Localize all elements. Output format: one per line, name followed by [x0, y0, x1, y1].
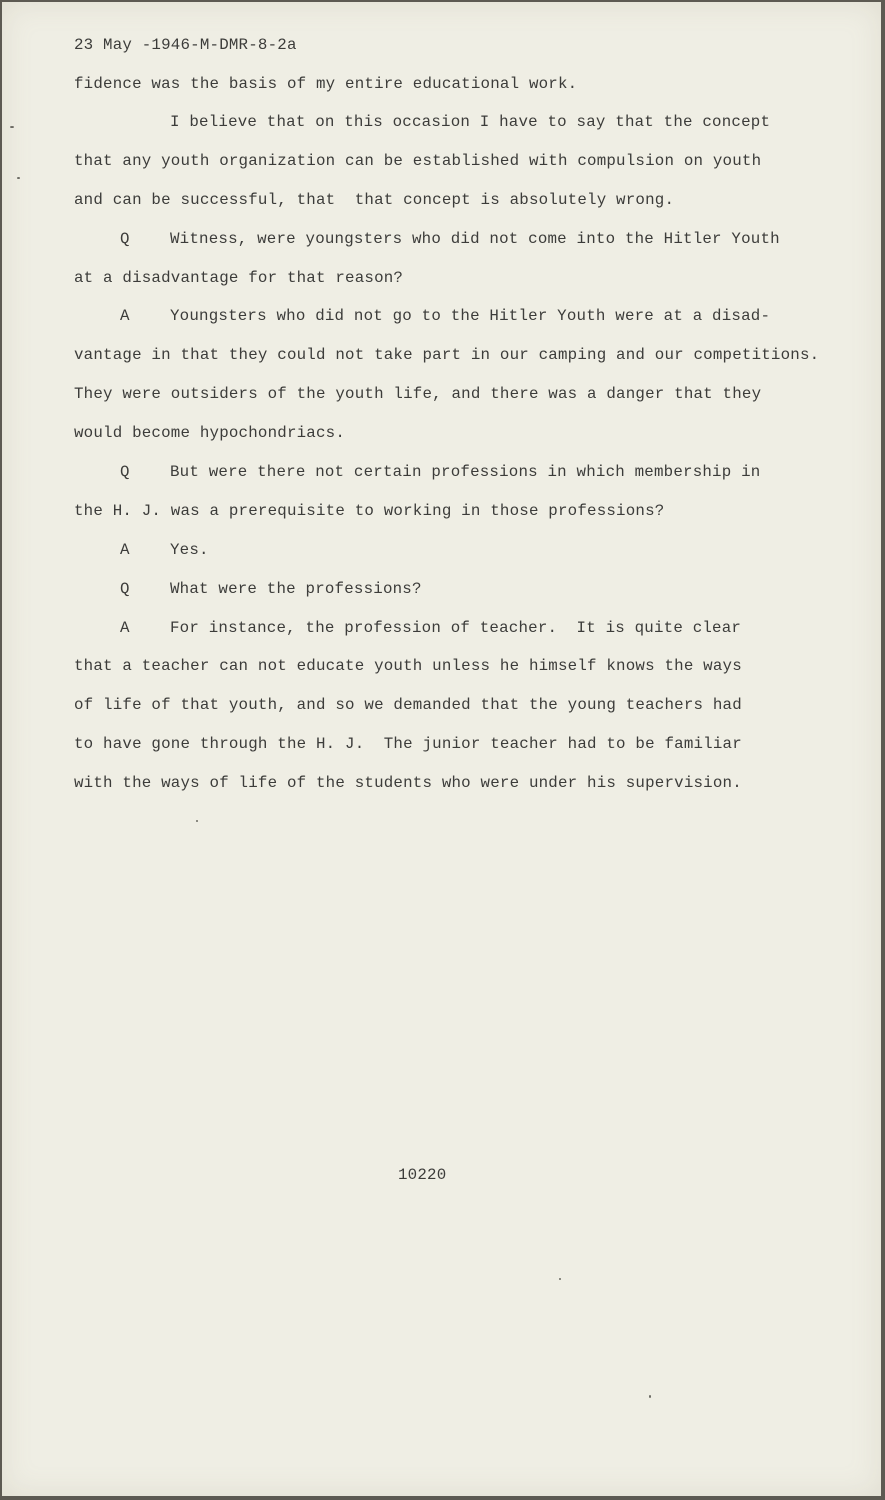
- page-number: 10220: [398, 1166, 447, 1184]
- text-line: For instance, the profession of teacher. It is quite clear: [170, 619, 742, 637]
- text-line: They were outsiders of the youth life, and there was a danger that they: [74, 385, 762, 403]
- paper-speck: [17, 177, 20, 179]
- text-line: Witness, were youngsters who did not come into the Hitler Youth: [170, 230, 780, 248]
- text-line: with the ways of life of the students who were under his supervision.: [74, 774, 742, 792]
- text-line: But were there not certain professions in which membership in: [170, 463, 761, 481]
- text-line: Youngsters who did not go to the Hitler Youth were at a disad-: [170, 307, 771, 325]
- text-line: at a disadvantage for that reason?: [74, 269, 404, 287]
- document-page: [2, 2, 881, 1496]
- text-line: Yes.: [170, 541, 209, 559]
- text-line: I believe that on this occasion I have to say that the concept: [170, 113, 771, 131]
- text-line: of life of that youth, and so we demanded that the young teachers had: [74, 696, 742, 714]
- answer-marker: A: [120, 619, 130, 637]
- text-line: and can be successful, that that concept is absolutely wrong.: [74, 191, 675, 209]
- document-header: 23 May -1946-M-DMR-8-2a: [74, 36, 297, 54]
- paper-speck: [649, 1395, 651, 1398]
- answer-marker: A: [120, 307, 130, 325]
- paper-speck: [10, 126, 14, 128]
- text-line: What were the professions?: [170, 580, 422, 598]
- text-line: vantage in that they could not take part in our camping and our competitions.: [74, 346, 820, 364]
- text-line: the H. J. was a prerequisite to working in those professions?: [74, 502, 665, 520]
- answer-marker: A: [120, 541, 130, 559]
- paper-speck: [559, 1278, 561, 1280]
- text-line: would become hypochondriacs.: [74, 424, 346, 442]
- text-line: that a teacher can not educate youth unless he himself knows the ways: [74, 657, 742, 675]
- text-line: that any youth organization can be established with compulsion on youth: [74, 152, 762, 170]
- text-line: to have gone through the H. J. The junior teacher had to be familiar: [74, 735, 742, 753]
- question-marker: Q: [120, 580, 130, 598]
- question-marker: Q: [120, 230, 130, 248]
- paper-speck: [196, 820, 198, 822]
- question-marker: Q: [120, 463, 130, 481]
- text-line: fidence was the basis of my entire educational work.: [74, 75, 578, 93]
